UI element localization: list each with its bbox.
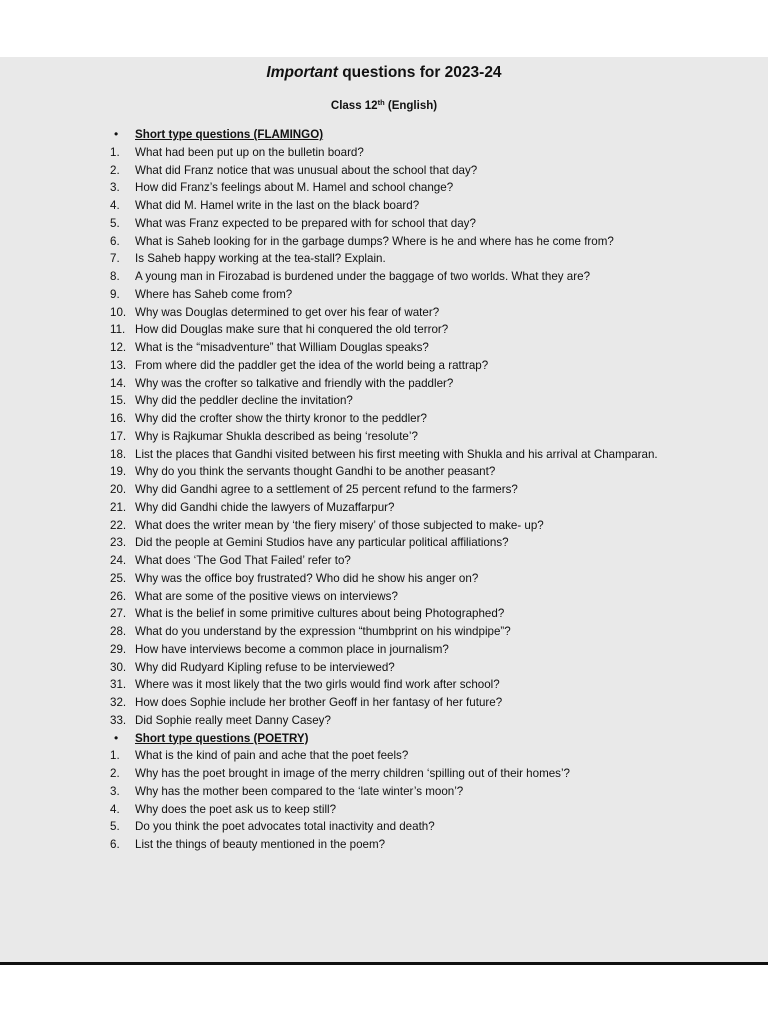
question-text: What do you understand by the expression “thumbprint on his windpipe”? xyxy=(135,625,511,638)
question-number: 31. xyxy=(110,678,127,692)
question-number: 29. xyxy=(110,642,127,656)
question-text: From where did the paddler get the idea of the world being a rattrap? xyxy=(135,358,489,372)
question-number: 17. xyxy=(110,429,127,443)
question-text: Why has the poet brought in image of the merry children ‘spilling out of their homes’? xyxy=(135,767,570,780)
question-item xyxy=(110,712,670,730)
question-item xyxy=(110,233,670,251)
question-number: 2. xyxy=(110,767,120,780)
question-number: 16. xyxy=(110,412,127,425)
question-number: 7. xyxy=(110,252,120,266)
question-item xyxy=(110,499,670,517)
question-number: 11. xyxy=(110,323,126,337)
question-item xyxy=(110,463,670,481)
question-number: 4. xyxy=(110,802,120,816)
question-item xyxy=(110,162,670,180)
question-text: Why was the crofter so talkative and friendly with the paddler? xyxy=(135,376,454,390)
question-text: What did M. Hamel write in the last on the black board? xyxy=(135,199,420,212)
question-item xyxy=(110,321,670,339)
question-number: 15. xyxy=(110,394,127,408)
question-item xyxy=(110,215,670,233)
question-text: Did Sophie really meet Danny Casey? xyxy=(135,713,331,727)
question-text: List the things of beauty mentioned in the poem? xyxy=(135,838,386,851)
question-item xyxy=(110,357,670,375)
question-text: Where was it most likely that the two girls would find work after school? xyxy=(135,678,500,692)
question-number: 6. xyxy=(110,838,120,851)
section-heading xyxy=(110,730,670,748)
question-item xyxy=(110,197,670,215)
question-item xyxy=(110,552,670,570)
question-number: 14. xyxy=(110,376,127,390)
question-item xyxy=(110,818,670,836)
question-text: Why did the crofter show the thirty kronor to the peddler? xyxy=(135,412,427,425)
question-number: 20. xyxy=(110,483,127,496)
question-text: What was Franz expected to be prepared with for school that day? xyxy=(135,216,476,230)
title-emphasis: Important xyxy=(266,64,338,81)
question-number: 25. xyxy=(110,571,127,585)
question-number: 24. xyxy=(110,554,127,567)
question-number: 26. xyxy=(110,589,127,603)
question-item xyxy=(110,534,670,552)
question-item xyxy=(110,144,670,162)
question-text: How did Franz’s feelings about M. Hamel and school change? xyxy=(135,181,454,195)
question-number: 2. xyxy=(110,163,120,177)
question-item xyxy=(110,659,670,677)
question-item xyxy=(110,410,670,428)
question-number: 30. xyxy=(110,660,127,674)
question-item xyxy=(110,339,670,357)
question-text: What had been put up on the bulletin board? xyxy=(135,145,364,159)
question-text: A young man in Firozabad is burdened under the baggage of two worlds. What they are? xyxy=(135,270,591,283)
question-number: 10. xyxy=(110,305,127,319)
question-item xyxy=(110,286,670,304)
question-number: 6. xyxy=(110,234,120,248)
question-item xyxy=(110,676,670,694)
question-item xyxy=(110,641,670,659)
question-list xyxy=(110,126,670,854)
question-item xyxy=(110,517,670,535)
question-text: What is the kind of pain and ache that the poet feels? xyxy=(135,749,409,763)
question-number: 32. xyxy=(110,696,127,709)
section-heading xyxy=(110,126,670,144)
subtitle-subject: (English) xyxy=(384,100,438,112)
question-item xyxy=(110,375,670,393)
question-number: 3. xyxy=(110,784,120,798)
question-item xyxy=(110,783,670,801)
question-text: How did Douglas make sure that hi conquered the old terror? xyxy=(135,323,449,337)
question-text: How does Sophie include her brother Geoff in her fantasy of her future? xyxy=(135,696,503,709)
question-item xyxy=(110,747,670,765)
question-text: What is the “misadventure” that William Douglas speaks? xyxy=(135,341,429,354)
question-number: 13. xyxy=(110,358,127,372)
question-text: Why do you think the servants thought Gandhi to be another peasant? xyxy=(135,465,496,479)
question-number: 5. xyxy=(110,216,120,230)
question-item xyxy=(110,694,670,712)
question-text: What does ‘The God That Failed’ refer to? xyxy=(135,554,351,567)
question-text: Where has Saheb come from? xyxy=(135,287,293,301)
question-text: What is the belief in some primitive cultures about being Photographed? xyxy=(135,607,505,621)
question-number: 8. xyxy=(110,270,120,283)
question-item xyxy=(110,570,670,588)
question-text: Why did the peddler decline the invitation? xyxy=(135,394,353,408)
question-text: How have interviews become a common place in journalism? xyxy=(135,642,449,656)
question-number: 3. xyxy=(110,181,120,195)
section-heading-text: Short type questions (POETRY) xyxy=(135,731,309,745)
document-subtitle xyxy=(0,98,768,112)
document-page xyxy=(0,57,768,965)
question-number: 21. xyxy=(110,500,127,514)
title-rest: questions for 2023-24 xyxy=(337,64,502,81)
question-text: What is Saheb looking for in the garbage dumps? Where is he and where has he come from? xyxy=(135,234,614,248)
question-item xyxy=(110,765,670,783)
question-item xyxy=(110,250,670,268)
question-item xyxy=(110,588,670,606)
question-number: 19. xyxy=(110,465,127,479)
question-text: Is Saheb happy working at the tea-stall? Explain. xyxy=(135,252,386,266)
question-number: 27. xyxy=(110,607,127,621)
question-text: List the places that Gandhi visited between his first meeting with Shukla and his arrival at Champaran. xyxy=(135,447,658,461)
question-text: Did the people at Gemini Studios have any particular political affiliations? xyxy=(135,536,509,550)
question-text: What did Franz notice that was unusual about the school that day? xyxy=(135,163,478,177)
document-title xyxy=(0,64,768,82)
question-item xyxy=(110,801,670,819)
section-heading-text: Short type questions (FLAMINGO) xyxy=(135,128,324,141)
question-text: Why was Douglas determined to get over his fear of water? xyxy=(135,305,440,319)
bullet-icon: • xyxy=(114,127,119,141)
question-number: 22. xyxy=(110,518,127,532)
question-item xyxy=(110,481,670,499)
question-number: 18. xyxy=(110,447,127,461)
question-number: 1. xyxy=(110,145,120,159)
question-text: Why did Gandhi agree to a settlement of 25 percent refund to the farmers? xyxy=(135,483,518,496)
subtitle-superscript: th xyxy=(377,98,385,107)
question-item xyxy=(110,605,670,623)
question-text: Why did Gandhi chide the lawyers of Muzaffarpur? xyxy=(135,500,395,514)
subtitle-class: Class 12 xyxy=(330,100,378,112)
question-text: Why does the poet ask us to keep still? xyxy=(135,802,337,816)
question-item xyxy=(110,836,670,854)
question-item xyxy=(110,623,670,641)
question-number: 33. xyxy=(110,713,127,727)
question-number: 28. xyxy=(110,625,127,638)
question-text: What does the writer mean by ‘the fiery misery’ of those subjected to make- up? xyxy=(135,518,544,532)
question-item xyxy=(110,446,670,464)
question-text: Why is Rajkumar Shukla described as being ‘resolute’? xyxy=(135,429,418,443)
question-item xyxy=(110,268,670,286)
question-number: 5. xyxy=(110,820,120,834)
question-text: Do you think the poet advocates total inactivity and death? xyxy=(135,820,435,834)
question-item xyxy=(110,179,670,197)
question-number: 4. xyxy=(110,199,120,212)
question-text: Why did Rudyard Kipling refuse to be interviewed? xyxy=(135,660,395,674)
question-number: 23. xyxy=(110,536,127,550)
question-item xyxy=(110,392,670,410)
question-number: 12. xyxy=(110,341,127,354)
question-text: Why was the office boy frustrated? Who did he show his anger on? xyxy=(135,571,479,585)
question-text: What are some of the positive views on interviews? xyxy=(135,589,398,603)
question-item xyxy=(110,304,670,322)
bullet-icon: • xyxy=(114,730,119,745)
question-text: Why has the mother been compared to the ‘late winter’s moon’? xyxy=(135,784,464,798)
question-number: 9. xyxy=(110,287,120,301)
question-item xyxy=(110,428,670,446)
question-number: 1. xyxy=(110,749,120,763)
